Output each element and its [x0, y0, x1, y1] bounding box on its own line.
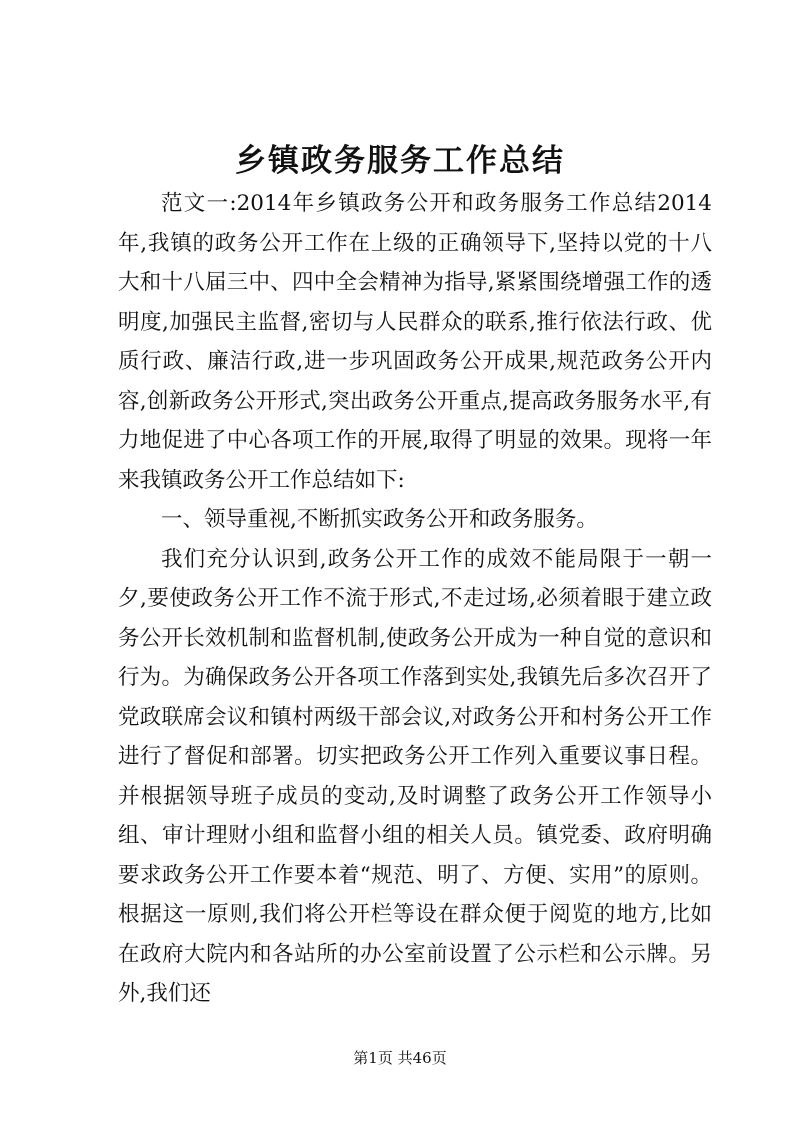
document-title: 乡镇政务服务工作总结	[235, 143, 565, 179]
paragraph-intro: 范文一:2014年乡镇政务公开和政务服务工作总结2014年,我镇的政务公开工作在上级的正确领导下,坚持以党的十八大和十八届三中、四中全会精神为指导,紧紧围绕增强工作的透明度,加强民主监督,密切与人民群众的联系,推行依法行政、优质行政、廉洁行政,进一步巩固政务公开成果,规范政务公开内容,创新政务公开形式,突出政务公开重点,提高政务服务水平,有力地促进了中心各项工作的开展,取得了明显的效果。现将一年来我镇政务公开工作总结如下:	[118, 191, 712, 493]
paragraph-body: 我们充分认识到,政务公开工作的成效不能局限于一朝一夕,要使政务公开工作不流于形式,不走过场,必须着眼于建立政务公开长效机制和监督机制,使政务公开成为一种自觉的意识和行为。为确保政务公开各项工作落到实处,我镇先后多次召开了党政联席会议和镇村两级干部会议,对政务公开和村务公开工作进行了督促和部署。切实把政务公开工作列入重要议事日程。并根据领导班子成员的变动,及时调整了政务公开工作领导小组、审计理财小组和监督小组的相关人员。镇党委、政府明确要求政务公开工作要本着“规范、明了、方便、实用”的原则。根据这一原则,我们将公开栏等设在群众便于阅览的地方,比如在政府大院内和各站所的办公室前设置了公示栏和公示牌。另外,我们还	[118, 546, 712, 1006]
document-body	[118, 184, 712, 1014]
paragraph-section-heading: 一、领导重视,不断抓实政务公开和政务服务。	[161, 507, 598, 532]
page-footer: 第1页 共46页	[353, 1049, 447, 1067]
